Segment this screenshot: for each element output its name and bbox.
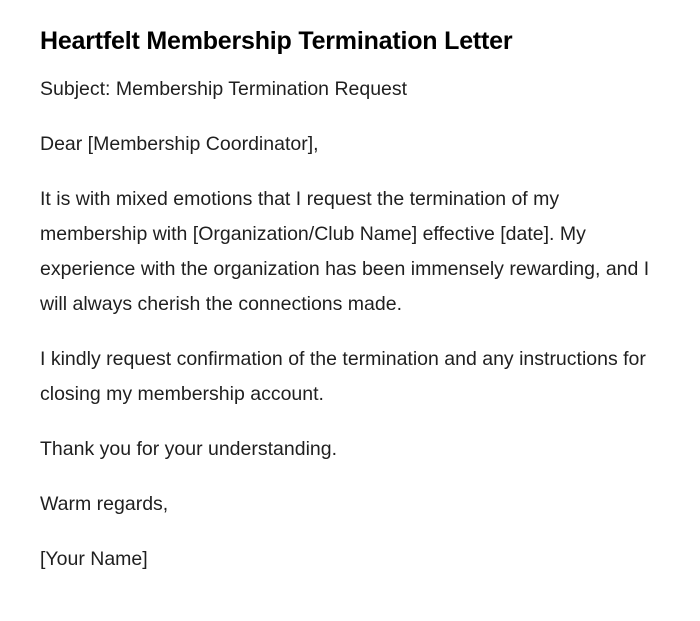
salutation: Dear [Membership Coordinator], [40,133,319,155]
letter-title: Heartfelt Membership Termination Letter [40,27,513,55]
thanks-line: Thank you for your understanding. [40,438,338,460]
closing-line: Warm regards, [40,493,169,515]
body-paragraph-2: I kindly request confirmation of the termination and any instructions for closing my membership account. [40,348,646,405]
letter [40,24,660,597]
body-paragraph-1: It is with mixed emotions that I request the termination of my membership with [Organization/Club Name] effective [date]. My experience with the organization has been immensely rewarding, and I will always cherish the connections made. [40,188,650,315]
signature: [Your Name] [40,548,148,570]
subject-line: Subject: Membership Termination Request [40,78,408,100]
